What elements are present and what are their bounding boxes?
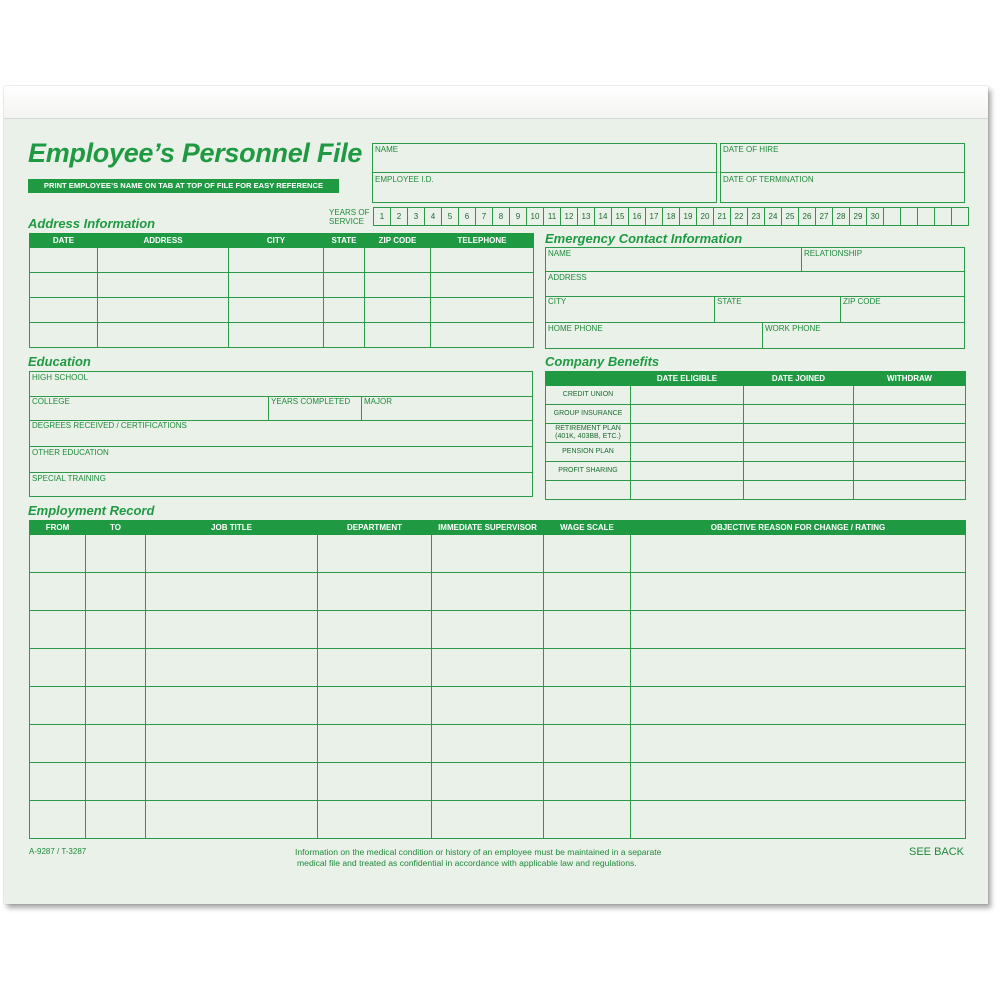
benefits-column-header: WITHDRAW [854,372,966,386]
employment-cell[interactable] [432,611,544,649]
employment-cell[interactable] [30,535,86,573]
employment-cell[interactable] [146,687,318,725]
year-cell[interactable]: 3 [408,208,425,226]
employment-cell[interactable] [86,801,146,839]
emergency-work-phone-field[interactable]: WORK PHONE [765,324,821,333]
employment-cell[interactable] [544,801,631,839]
year-cell[interactable]: 11 [544,208,561,226]
address-cell[interactable] [98,298,229,323]
employment-cell[interactable] [544,611,631,649]
employment-cell[interactable] [86,687,146,725]
year-cell[interactable] [918,208,935,226]
benefit-name [546,481,631,500]
year-cell[interactable]: 21 [714,208,731,226]
year-cell[interactable] [901,208,918,226]
employment-cell[interactable] [318,763,432,801]
benefits-cell[interactable] [744,462,854,481]
employment-cell[interactable] [30,573,86,611]
employment-row [30,535,966,573]
see-back-label: SEE BACK [909,846,965,858]
employment-cell[interactable] [146,763,318,801]
address-cell[interactable] [431,323,534,348]
benefit-name: RETIREMENT PLAN (401K, 403BB, ETC.) [546,424,631,443]
employment-cell[interactable] [544,573,631,611]
benefits-column-header: DATE JOINED [744,372,854,386]
address-cell[interactable] [30,248,98,273]
address-cell[interactable] [98,273,229,298]
employment-cell[interactable] [432,725,544,763]
education-section-title: Education [28,354,91,369]
employment-cell[interactable] [432,763,544,801]
benefits-column-header [546,372,631,386]
benefits-cell[interactable] [631,481,744,500]
years-of-service-label-1: YEARS OF [329,208,370,217]
emergency-section-title: Emergency Contact Information [545,231,743,246]
address-cell[interactable] [324,323,365,348]
benefits-section-title: Company Benefits [545,354,660,369]
emergency-city-field[interactable]: CITY [548,297,567,306]
employment-row [30,687,966,725]
year-cell[interactable]: 29 [850,208,867,226]
year-cell[interactable]: 18 [663,208,680,226]
benefits-row [546,481,966,500]
employment-cell[interactable] [146,535,318,573]
benefits-cell[interactable] [854,443,966,462]
benefits-row [546,462,966,481]
name-id-box [372,143,717,203]
degrees-field[interactable]: DEGREES RECEIVED / CERTIFICATIONS [32,421,187,430]
employment-cell[interactable] [30,725,86,763]
employment-row [30,801,966,839]
name-field[interactable]: NAME [375,145,399,154]
employment-cell[interactable] [432,649,544,687]
confidentiality-notice-line-2: medical file and treated as confidential in accordance with applicable law and regulations. [297,858,637,868]
employment-cell[interactable] [432,801,544,839]
employment-cell[interactable] [631,687,966,725]
address-cell[interactable] [30,323,98,348]
year-cell[interactable]: 5 [442,208,459,226]
year-cell[interactable]: 20 [697,208,714,226]
year-cell[interactable] [935,208,952,226]
employment-cell[interactable] [432,535,544,573]
years-of-service-grid [373,207,969,226]
benefits-cell[interactable] [631,405,744,424]
employment-cell[interactable] [86,649,146,687]
employment-cell[interactable] [30,763,86,801]
benefit-name: PROFIT SHARING [546,462,631,481]
year-cell[interactable]: 30 [867,208,884,226]
year-cell[interactable]: 15 [612,208,629,226]
benefits-cell[interactable] [631,386,744,405]
employment-cell[interactable] [318,687,432,725]
years-completed-field[interactable]: YEARS COMPLETED [271,397,351,406]
address-cell[interactable] [324,298,365,323]
employment-cell[interactable] [544,535,631,573]
employment-cell[interactable] [318,573,432,611]
address-cell[interactable] [229,323,324,348]
year-cell[interactable]: 10 [527,208,544,226]
year-cell[interactable]: 14 [595,208,612,226]
benefits-cell[interactable] [744,424,854,443]
employment-cell[interactable] [544,725,631,763]
other-education-field[interactable]: OTHER EDUCATION [32,448,109,457]
employment-cell[interactable] [631,535,966,573]
address-cell[interactable] [365,248,431,273]
employment-cell[interactable] [318,725,432,763]
employment-column-header: DEPARTMENT [318,521,432,535]
benefits-row [546,443,966,462]
address-row [30,323,534,348]
benefits-cell[interactable] [744,443,854,462]
employment-cell[interactable] [146,801,318,839]
address-column-header: DATE [30,234,98,248]
employment-row [30,611,966,649]
date-of-termination-field[interactable]: DATE OF TERMINATION [723,175,814,184]
college-field[interactable]: COLLEGE [32,397,70,406]
benefits-row [546,386,966,405]
employment-column-header: WAGE SCALE [544,521,631,535]
employment-column-header: JOB TITLE [146,521,318,535]
benefits-cell[interactable] [854,481,966,500]
employment-cell[interactable] [432,573,544,611]
address-cell[interactable] [98,323,229,348]
employment-column-header: OBJECTIVE REASON FOR CHANGE / RATING [631,521,966,535]
employment-row [30,649,966,687]
employment-cell[interactable] [631,763,966,801]
employment-cell[interactable] [30,801,86,839]
employment-cell[interactable] [146,611,318,649]
year-cell[interactable]: 8 [493,208,510,226]
date-of-hire-field[interactable]: DATE OF HIRE [723,145,779,154]
emergency-zip-field[interactable]: ZIP CODE [843,297,881,306]
benefits-cell[interactable] [854,424,966,443]
benefits-cell[interactable] [854,462,966,481]
address-section-title: Address Information [28,216,156,231]
address-cell[interactable] [431,298,534,323]
confidentiality-notice-line-1: Information on the medical condition or history of an employee must be maintained in a separate [295,847,662,857]
employment-cell[interactable] [146,649,318,687]
emergency-name-field[interactable]: NAME [548,249,572,258]
folder-tab-strip [4,86,988,119]
address-column-header: CITY [229,234,324,248]
address-cell[interactable] [229,248,324,273]
employment-row [30,763,966,801]
emergency-relationship-field[interactable]: RELATIONSHIP [804,249,863,258]
year-cell[interactable]: 19 [680,208,697,226]
year-cell[interactable]: 17 [646,208,663,226]
year-cell[interactable]: 13 [578,208,595,226]
employment-cell[interactable] [86,725,146,763]
employment-cell[interactable] [86,763,146,801]
employment-cell[interactable] [544,649,631,687]
employment-section-title: Employment Record [28,503,155,518]
employment-column-header: FROM [30,521,86,535]
year-cell[interactable]: 27 [816,208,833,226]
address-cell[interactable] [30,273,98,298]
instruction-banner: PRINT EMPLOYEE’S NAME ON TAB AT TOP OF FILE FOR EASY REFERENCE [28,179,339,193]
employment-cell[interactable] [631,649,966,687]
benefits-cell[interactable] [631,443,744,462]
benefits-column-header: DATE ELIGIBLE [631,372,744,386]
benefits-row [546,405,966,424]
emergency-state-field[interactable]: STATE [717,297,742,306]
benefits-cell[interactable] [744,405,854,424]
year-cell[interactable]: 25 [782,208,799,226]
benefits-cell[interactable] [854,405,966,424]
benefit-name: PENSION PLAN [546,443,631,462]
address-column-header: STATE [324,234,365,248]
address-cell[interactable] [229,298,324,323]
employment-table [29,520,966,839]
benefit-name: CREDIT UNION [546,386,631,405]
employment-cell[interactable] [86,611,146,649]
year-cell[interactable]: 2 [391,208,408,226]
employment-cell[interactable] [318,649,432,687]
year-cell[interactable]: 22 [731,208,748,226]
benefits-row [546,424,966,443]
year-cell[interactable]: 1 [374,208,391,226]
special-training-field[interactable]: SPECIAL TRAINING [32,474,106,483]
year-cell[interactable]: 12 [561,208,578,226]
years-of-service-label-2: SERVICE [329,217,364,226]
year-cell[interactable]: 7 [476,208,493,226]
employee-id-field[interactable]: EMPLOYEE I.D. [375,175,434,184]
year-cell[interactable]: 28 [833,208,850,226]
benefits-cell[interactable] [854,386,966,405]
employment-cell[interactable] [631,801,966,839]
major-field[interactable]: MAJOR [364,397,392,406]
address-column-header: ZIP CODE [365,234,431,248]
address-cell[interactable] [431,248,534,273]
emergency-home-phone-field[interactable]: HOME PHONE [548,324,603,333]
employment-column-header: IMMEDIATE SUPERVISOR [432,521,544,535]
high-school-field[interactable]: HIGH SCHOOL [32,373,89,382]
address-cell[interactable] [431,273,534,298]
address-cell[interactable] [365,273,431,298]
address-table [29,233,534,348]
employment-cell[interactable] [86,535,146,573]
address-cell[interactable] [365,323,431,348]
year-cell[interactable]: 9 [510,208,527,226]
year-cell[interactable]: 26 [799,208,816,226]
benefit-name: GROUP INSURANCE [546,405,631,424]
address-row [30,273,534,298]
employment-cell[interactable] [30,649,86,687]
employment-cell[interactable] [318,611,432,649]
address-cell[interactable] [324,273,365,298]
address-column-header: ADDRESS [98,234,229,248]
employment-cell[interactable] [30,611,86,649]
employment-cell[interactable] [544,763,631,801]
employment-cell[interactable] [30,687,86,725]
employment-cell[interactable] [631,611,966,649]
employment-cell[interactable] [544,687,631,725]
employment-cell[interactable] [432,687,544,725]
employment-column-header: TO [86,521,146,535]
employment-cell[interactable] [146,725,318,763]
emergency-address-field[interactable]: ADDRESS [548,273,587,282]
employment-cell[interactable] [318,801,432,839]
address-row [30,298,534,323]
year-cell[interactable]: 4 [425,208,442,226]
year-cell[interactable]: 6 [459,208,476,226]
address-cell[interactable] [229,273,324,298]
emergency-box [545,247,965,349]
benefits-cell[interactable] [631,424,744,443]
form-title: Employee’s Personnel File [28,138,363,168]
year-cell[interactable]: 23 [748,208,765,226]
employment-cell[interactable] [631,725,966,763]
benefits-cell[interactable] [744,386,854,405]
address-cell[interactable] [324,248,365,273]
employment-cell[interactable] [318,535,432,573]
employment-cell[interactable] [146,573,318,611]
year-cell[interactable] [952,208,969,226]
address-row [30,248,534,273]
employment-cell[interactable] [631,573,966,611]
address-cell[interactable] [98,248,229,273]
employment-row [30,725,966,763]
employment-row [30,573,966,611]
benefits-table [545,371,966,500]
employment-cell[interactable] [86,573,146,611]
benefits-cell[interactable] [744,481,854,500]
year-cell[interactable]: 16 [629,208,646,226]
address-column-header: TELEPHONE [431,234,534,248]
benefits-cell[interactable] [631,462,744,481]
year-cell[interactable] [884,208,901,226]
address-cell[interactable] [30,298,98,323]
form-code: A-9287 / T-3287 [29,847,87,856]
address-cell[interactable] [365,298,431,323]
year-cell[interactable]: 24 [765,208,782,226]
